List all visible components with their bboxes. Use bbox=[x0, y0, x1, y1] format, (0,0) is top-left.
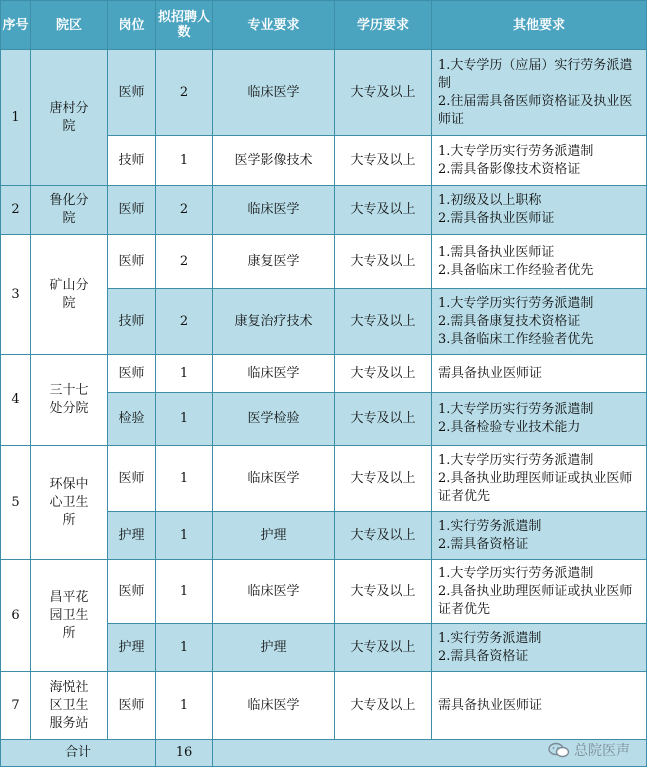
other-cell bbox=[432, 186, 647, 235]
other-cell bbox=[432, 235, 647, 289]
seq-cell: 1 bbox=[1, 50, 31, 186]
edu-cell: 大专及以上 bbox=[335, 672, 432, 740]
count-cell: 1 bbox=[156, 624, 213, 672]
position-cell: 护理 bbox=[108, 624, 156, 672]
edu-cell: 大专及以上 bbox=[335, 446, 432, 512]
requirement-line: 2.具备检验专业技术能力 bbox=[438, 420, 581, 435]
requirement-line: 1.大专学历实行劳务派遣制 bbox=[438, 452, 594, 468]
requirement-line: 2.往届需具备医师资格证及执业医师证 bbox=[438, 93, 633, 127]
wechat-icon bbox=[548, 742, 570, 758]
seq-cell: 7 bbox=[1, 672, 31, 740]
position-cell: 技师 bbox=[108, 136, 156, 186]
requirement-line: 2.需具备资格证 bbox=[438, 648, 529, 664]
table-row bbox=[1, 235, 647, 289]
hospital-cell: 海悦社区卫生服务站 bbox=[31, 672, 108, 740]
position-cell: 医师 bbox=[108, 446, 156, 512]
other-cell bbox=[432, 446, 647, 512]
requirement-line: 2.需具备资格证 bbox=[438, 536, 529, 552]
position-cell: 医师 bbox=[108, 186, 156, 235]
other-cell bbox=[432, 624, 647, 672]
other-cell bbox=[432, 136, 647, 186]
hospital-cell: 唐村分院 bbox=[31, 50, 108, 186]
edu-cell: 大专及以上 bbox=[335, 235, 432, 289]
requirement-line: 1.大专学历实行劳务派遣制 bbox=[438, 402, 594, 417]
position-cell: 医师 bbox=[108, 355, 156, 393]
seq-cell: 6 bbox=[1, 560, 31, 672]
total-count: 16 bbox=[156, 740, 213, 767]
requirement-line: 1.大专学历实行劳务派遣制 bbox=[438, 565, 594, 581]
major-cell: 护理 bbox=[213, 624, 335, 672]
major-cell: 护理 bbox=[213, 512, 335, 560]
hospital-cell: 鲁化分院 bbox=[31, 186, 108, 235]
watermark-text: 总院医声 bbox=[574, 743, 630, 759]
edu-cell: 大专及以上 bbox=[335, 624, 432, 672]
edu-cell: 大专及以上 bbox=[335, 393, 432, 446]
table-row bbox=[1, 355, 647, 393]
hospital-cell: 昌平花园卫生所 bbox=[31, 560, 108, 672]
seq-cell: 5 bbox=[1, 446, 31, 560]
major-cell: 临床医学 bbox=[213, 50, 335, 136]
other-cell bbox=[432, 393, 647, 446]
position-cell: 医师 bbox=[108, 50, 156, 136]
count-cell: 1 bbox=[156, 672, 213, 740]
seq-cell: 4 bbox=[1, 355, 31, 446]
header-major: 专业要求 bbox=[213, 1, 335, 50]
header-position: 岗位 bbox=[108, 1, 156, 50]
count-cell: 2 bbox=[156, 289, 213, 355]
requirement-line: 1.大专学历（应届）实行劳务派遣制 bbox=[438, 57, 633, 91]
count-cell: 1 bbox=[156, 512, 213, 560]
count-cell: 1 bbox=[156, 560, 213, 624]
requirement-line: 1.大专学历实行劳务派遣制 bbox=[438, 295, 594, 311]
requirement-line: 需具备执业医师证 bbox=[438, 365, 543, 381]
requirement-line: 需具备执业医师证 bbox=[438, 697, 543, 713]
major-cell: 临床医学 bbox=[213, 560, 335, 624]
other-cell bbox=[432, 672, 647, 740]
header-other: 其他要求 bbox=[432, 1, 647, 50]
table-row bbox=[1, 672, 647, 740]
total-label: 合计 bbox=[1, 740, 156, 767]
header-row bbox=[1, 1, 647, 50]
seq-cell: 2 bbox=[1, 186, 31, 235]
hospital-cell: 矿山分院 bbox=[31, 235, 108, 355]
count-cell: 1 bbox=[156, 393, 213, 446]
major-cell: 临床医学 bbox=[213, 446, 335, 512]
requirement-line: 2.需具备康复技术资格证 bbox=[438, 313, 581, 329]
requirement-line: 1.大专学历实行劳务派遣制 bbox=[438, 143, 594, 159]
edu-cell: 大专及以上 bbox=[335, 560, 432, 624]
other-cell bbox=[432, 355, 647, 393]
position-cell: 检验 bbox=[108, 393, 156, 446]
requirement-line: 1.实行劳务派遣制 bbox=[438, 630, 542, 646]
watermark bbox=[548, 740, 630, 760]
count-cell: 1 bbox=[156, 446, 213, 512]
requirement-line: 2.具备执业助理医师证或执业医师证者优先 bbox=[438, 583, 633, 617]
position-cell: 技师 bbox=[108, 289, 156, 355]
requirement-line: 1.需具备执业医师证 bbox=[438, 244, 555, 260]
position-cell: 医师 bbox=[108, 672, 156, 740]
requirement-line: 1.实行劳务派遣制 bbox=[438, 518, 542, 534]
position-cell: 护理 bbox=[108, 512, 156, 560]
header-seq: 序号 bbox=[1, 1, 31, 50]
count-cell: 2 bbox=[156, 186, 213, 235]
position-cell: 医师 bbox=[108, 560, 156, 624]
table-row bbox=[1, 560, 647, 624]
requirement-line: 2.需具备执业医师证 bbox=[438, 211, 555, 226]
count-cell: 2 bbox=[156, 50, 213, 136]
other-cell bbox=[432, 560, 647, 624]
other-cell bbox=[432, 289, 647, 355]
table-row bbox=[1, 50, 647, 136]
major-cell: 医学影像技术 bbox=[213, 136, 335, 186]
requirement-line: 2.需具备影像技术资格证 bbox=[438, 161, 581, 177]
seq-cell: 3 bbox=[1, 235, 31, 355]
header-count: 拟招聘人数 bbox=[156, 1, 213, 50]
count-cell: 2 bbox=[156, 235, 213, 289]
header-edu: 学历要求 bbox=[335, 1, 432, 50]
hospital-cell: 三十七处分院 bbox=[31, 355, 108, 446]
requirement-line: 2.具备临床工作经验者优先 bbox=[438, 262, 594, 278]
table-body bbox=[1, 50, 647, 767]
major-cell: 康复医学 bbox=[213, 235, 335, 289]
edu-cell: 大专及以上 bbox=[335, 186, 432, 235]
requirement-line: 2.具备执业助理医师证或执业医师证者优先 bbox=[438, 470, 633, 504]
major-cell: 康复治疗技术 bbox=[213, 289, 335, 355]
count-cell: 1 bbox=[156, 136, 213, 186]
other-cell bbox=[432, 512, 647, 560]
major-cell: 临床医学 bbox=[213, 672, 335, 740]
count-cell: 1 bbox=[156, 355, 213, 393]
header-hospital: 院区 bbox=[31, 1, 108, 50]
other-cell bbox=[432, 50, 647, 136]
table-row bbox=[1, 446, 647, 512]
edu-cell: 大专及以上 bbox=[335, 355, 432, 393]
edu-cell: 大专及以上 bbox=[335, 50, 432, 136]
requirement-line: 1.初级及以上职称 bbox=[438, 193, 542, 208]
edu-cell: 大专及以上 bbox=[335, 136, 432, 186]
hospital-cell: 环保中心卫生所 bbox=[31, 446, 108, 560]
major-cell: 临床医学 bbox=[213, 355, 335, 393]
edu-cell: 大专及以上 bbox=[335, 512, 432, 560]
position-cell: 医师 bbox=[108, 235, 156, 289]
major-cell: 医学检验 bbox=[213, 393, 335, 446]
major-cell: 临床医学 bbox=[213, 186, 335, 235]
requirement-line: 3.具备临床工作经验者优先 bbox=[438, 331, 594, 347]
table-row bbox=[1, 186, 647, 235]
edu-cell: 大专及以上 bbox=[335, 289, 432, 355]
